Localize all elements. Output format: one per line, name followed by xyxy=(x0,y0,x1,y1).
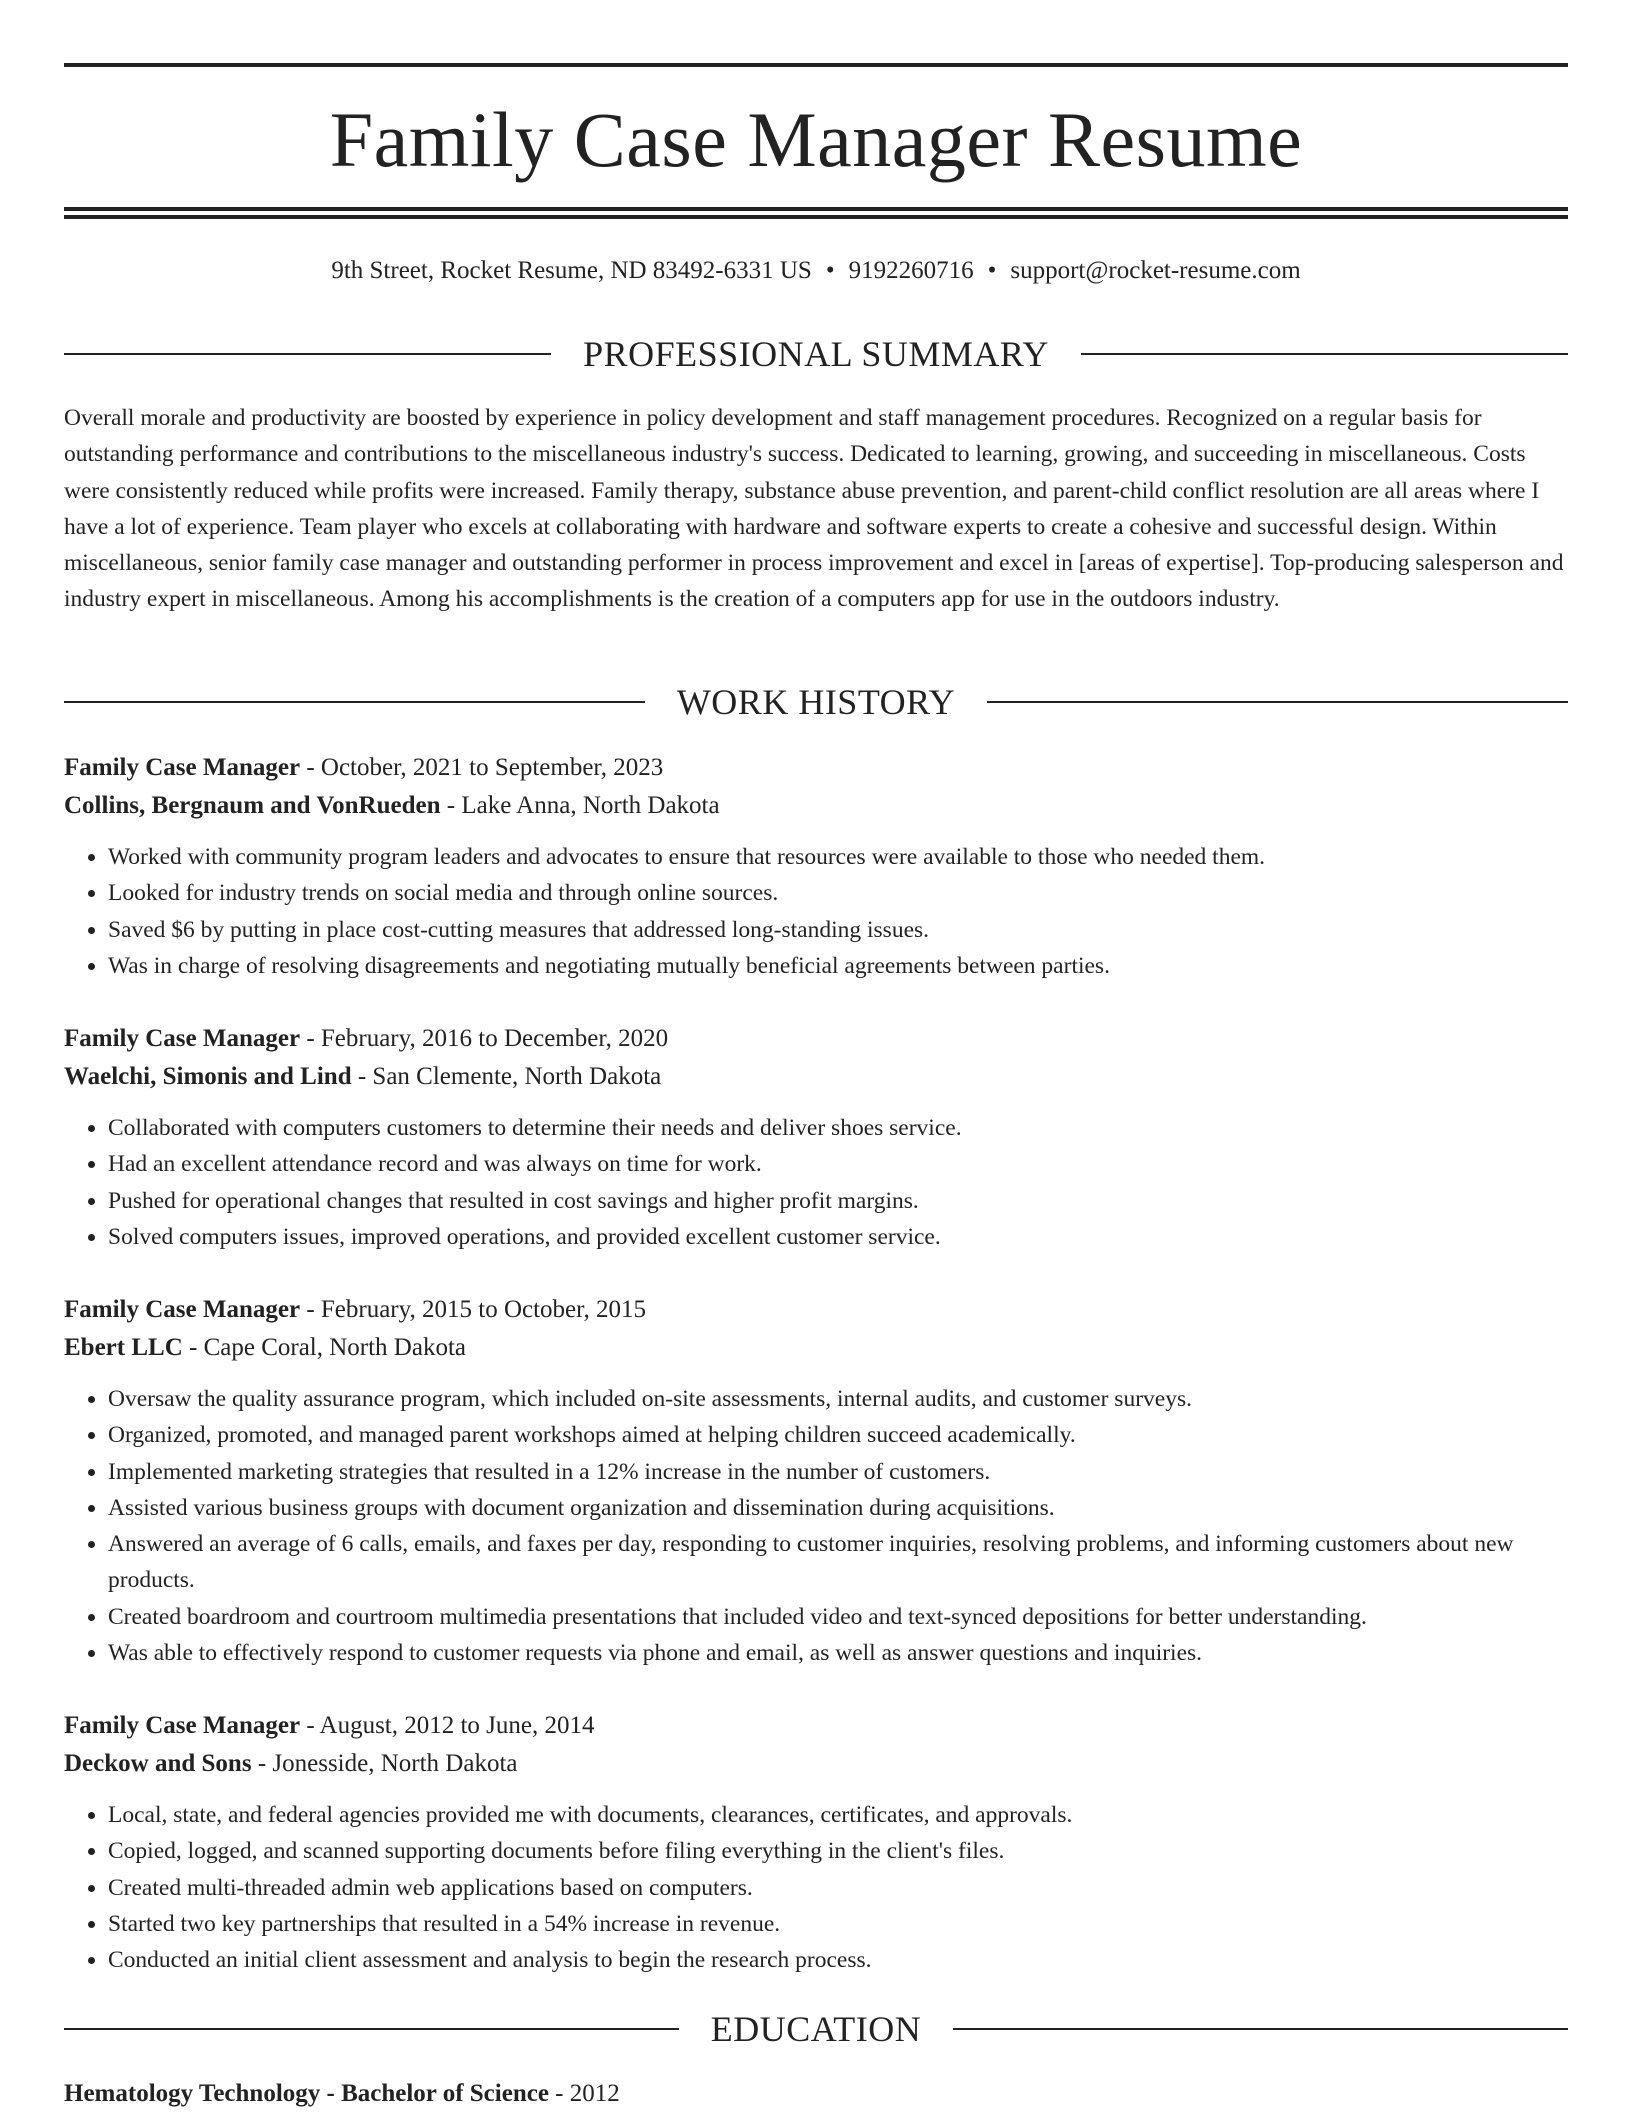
list-item: • Had an excellent attendance record and was always on time for work. xyxy=(108,1146,1568,1182)
job-bullets xyxy=(64,1797,1568,1978)
summary-heading xyxy=(64,332,1568,376)
job-role: Family Case Manager xyxy=(64,1712,301,1739)
education-heading-label: EDUCATION xyxy=(710,2009,922,2049)
job-location: - San Clemente, North Dakota xyxy=(351,1063,662,1090)
list-item: • Solved computers issues, improved operations, and provided excellent customer service. xyxy=(108,1219,1568,1255)
list-item: • Collaborated with computers customers to determine their needs and deliver shoes service. xyxy=(108,1110,1568,1146)
job-entry xyxy=(64,749,1568,984)
title-rule-upper xyxy=(64,207,1568,211)
job-company: Ebert LLC xyxy=(64,1334,183,1361)
heading-rule-left xyxy=(64,2028,679,2030)
list-item: • Copied, logged, and scanned supporting documents before filing everything in the client's files. xyxy=(108,1833,1568,1869)
job-bullets xyxy=(64,1381,1568,1671)
job-bullets xyxy=(64,839,1568,984)
education-degree: Hematology Technology - Bachelor of Science xyxy=(64,2080,549,2107)
summary-heading-label: PROFESSIONAL SUMMARY xyxy=(583,334,1049,374)
summary-paragraph: Overall morale and productivity are boosted by experience in policy development and staff management procedures. Recognized on a regular basis for outstanding performance and contributions to the miscellaneous industry's success. Dedicated to learning, growing, and succeeding in miscellaneous. Costs were consistently reduced while profits were increased. Family therapy, substance abuse prevention, and parent-child conflict resolution are all areas where I have a lot of experience. Team player who excels at collaborating with hardware and software experts to create a cohesive and successful design. Within miscellaneous, senior family case manager and outstanding performer in process improvement and excel in [areas of expertise]. Top-producing salesperson and industry expert in miscellaneous. Among his accomplishments is the creation of a computers app for use in the outdoors industry. xyxy=(64,405,1564,613)
contact-line xyxy=(64,254,1568,288)
page-title: Family Case Manager Resume xyxy=(329,96,1303,183)
job-company-line xyxy=(64,787,1568,825)
list-item: • Worked with community program leaders and advocates to ensure that resources were available to those who needed them. xyxy=(108,839,1568,875)
job-role-line xyxy=(64,1707,1568,1745)
list-item: • Oversaw the quality assurance program, which included on-site assessments, internal audits, and customer surveys. xyxy=(108,1381,1568,1417)
job-company: Collins, Bergnaum and VonRueden xyxy=(64,792,441,819)
list-item: • Was in charge of resolving disagreements and negotiating mutually beneficial agreements between parties. xyxy=(108,948,1568,984)
list-item: • Local, state, and federal agencies provided me with documents, clearances, certificates, and approvals. xyxy=(108,1797,1568,1833)
job-dates: - February, 2015 to October, 2015 xyxy=(300,1296,646,1323)
job-company-line xyxy=(64,1745,1568,1783)
job-role: Family Case Manager xyxy=(64,754,301,781)
contact-email: support@rocket-resume.com xyxy=(1010,257,1301,284)
list-item: • Created multi-threaded admin web applications based on computers. xyxy=(108,1870,1568,1906)
list-item: • Pushed for operational changes that resulted in cost savings and higher profit margins. xyxy=(108,1183,1568,1219)
list-item: • Started two key partnerships that resulted in a 54% increase in revenue. xyxy=(108,1906,1568,1942)
education-entry xyxy=(64,2075,1568,2113)
job-role: Family Case Manager xyxy=(64,1296,301,1323)
education-heading xyxy=(64,2007,1568,2051)
job-role-line xyxy=(64,1291,1568,1329)
job-entry xyxy=(64,1020,1568,1255)
job-company-line xyxy=(64,1058,1568,1096)
job-location: - Lake Anna, North Dakota xyxy=(440,792,720,819)
job-dates: - February, 2016 to December, 2020 xyxy=(300,1025,669,1052)
job-entry xyxy=(64,1707,1568,1978)
contact-separator: • xyxy=(825,257,835,284)
job-role-line xyxy=(64,1020,1568,1058)
list-item: • Assisted various business groups with document organization and dissemination during acquisitions. xyxy=(108,1490,1568,1526)
heading-rule-right xyxy=(1081,353,1568,355)
work-history-heading-label: WORK HISTORY xyxy=(676,682,956,722)
list-item: • Implemented marketing strategies that resulted in a 12% increase in the number of customers. xyxy=(108,1454,1568,1490)
job-location: - Jonesside, North Dakota xyxy=(251,1750,518,1777)
job-role: Family Case Manager xyxy=(64,1025,301,1052)
contact-separator: • xyxy=(987,257,997,284)
heading-rule-left xyxy=(64,353,551,355)
job-dates: - August, 2012 to June, 2014 xyxy=(300,1712,595,1739)
job-bullets xyxy=(64,1110,1568,1255)
list-item: • Organized, promoted, and managed parent workshops aimed at helping children succeed academically. xyxy=(108,1417,1568,1453)
job-company-line xyxy=(64,1329,1568,1367)
list-item: • Created boardroom and courtroom multimedia presentations that included video and text-synced depositions for better understanding. xyxy=(108,1599,1568,1635)
heading-rule-right xyxy=(987,701,1568,703)
list-item: • Looked for industry trends on social media and through online sources. xyxy=(108,875,1568,911)
work-history-heading xyxy=(64,680,1568,724)
title-rule-lower xyxy=(64,215,1568,219)
job-company: Deckow and Sons xyxy=(64,1750,252,1777)
list-item: • Saved $6 by putting in place cost-cutting measures that addressed long-standing issues. xyxy=(108,912,1568,948)
heading-rule-right xyxy=(953,2028,1568,2030)
job-location: - Cape Coral, North Dakota xyxy=(182,1334,467,1361)
job-company: Waelchi, Simonis and Lind xyxy=(64,1063,352,1090)
contact-address: 9th Street, Rocket Resume, ND 83492-6331 US xyxy=(331,257,812,284)
job-dates: - October, 2021 to September, 2023 xyxy=(300,754,664,781)
list-item: • Conducted an initial client assessment and analysis to begin the research process. xyxy=(108,1942,1568,1978)
list-item: • Was able to effectively respond to customer requests via phone and email, as well as answer questions and inquiries. xyxy=(108,1635,1568,1671)
education-year: - 2012 xyxy=(548,2080,620,2107)
list-item: • Answered an average of 6 calls, emails, and faxes per day, responding to customer inquiries, resolving problems, and informing customers about new products. xyxy=(108,1526,1568,1599)
contact-phone: 9192260716 xyxy=(848,257,974,284)
job-role-line xyxy=(64,749,1568,787)
job-entry xyxy=(64,1291,1568,1671)
top-rule xyxy=(64,63,1568,67)
heading-rule-left xyxy=(64,701,645,703)
